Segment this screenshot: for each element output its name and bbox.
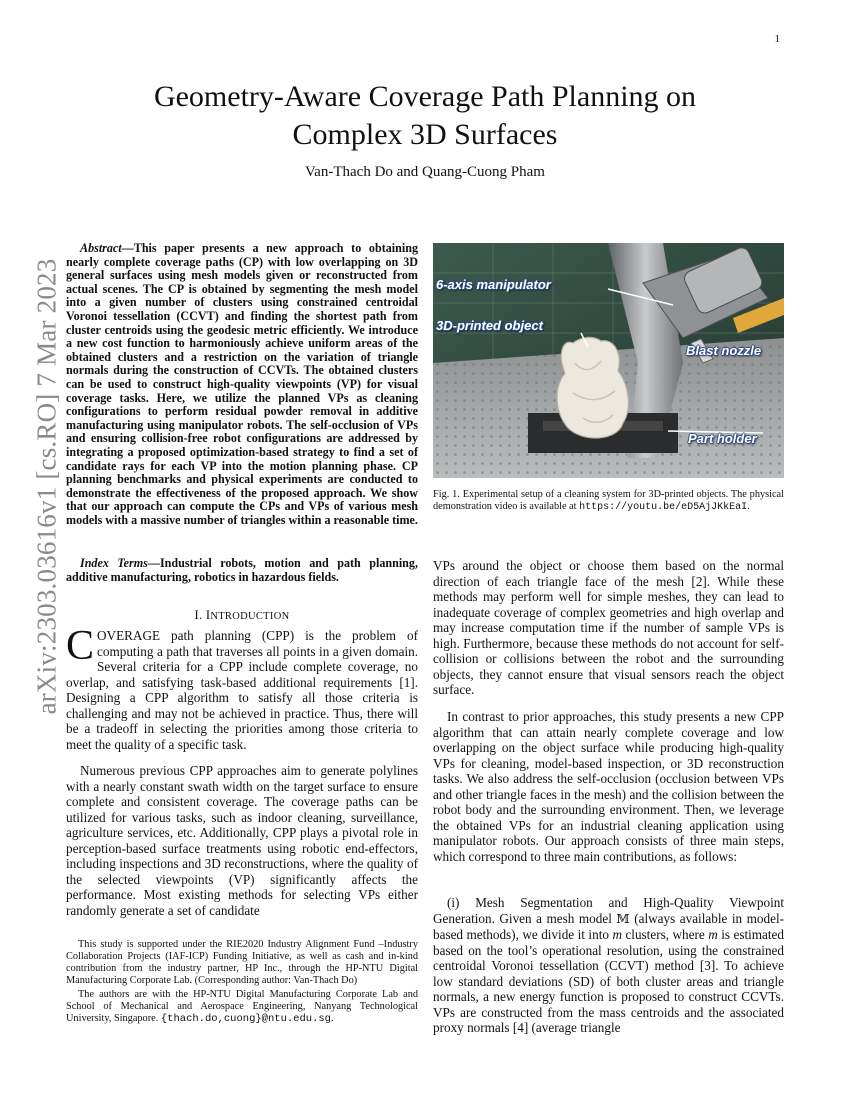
paper-title xyxy=(60,78,790,154)
abstract-text: —This paper presents a new approach to obtaining nearly complete coverage paths (CP) with low overlapping on 3D general surfaces using mesh models given or reconstructed from actual scenes. The CP is obtained by segmenting the mesh model into a given number of clusters using constrained centroidal Voronoi tessellation (CCVT) and finding the shortest path from cluster centroids using the geodesic metric efficiently. We introduce a new cost function to harmoniously achieve uniform areas of the obtained clusters and a restriction on the variation of triangle normals during the construction of CCVTs. The obtained clusters can be used to construct high-quality viewpoints (VP) for visual coverage tasks. Here, we utilize the planned VPs as cleaning configurations to perform residual powder removal in additive manufacturing using manipulator robots. The self-occlusion of VPs and ensuring collision-free robot configurations are addressed by integrating a proposed optimization-based strategy to find a set of candidate rays for each VP into the motion planning phase. CP planning benchmarks and physical experiments are conducted to demonstrate the effectiveness of the proposed approach. We show that our approach can compute the CPs and VPs of various mesh models with a massive number of triangles within a reasonable time. xyxy=(66,241,418,527)
index-terms xyxy=(66,557,418,584)
index-terms-text: —Industrial robots, motion and path planning, additive manufacturing, robotics in hazardous fields. xyxy=(66,556,418,584)
right-paragraph-2: In contrast to prior approaches, this study presents a new CPP algorithm that can attain nearly complete coverage and low overlapping on the object surface while producing high-quality VPs for cleaning, model-based inspection, or 3D reconstruction tasks. We also address the self-occlusion (occlusion between VPs and other triangle faces in the mesh) and the collision between the robot body and the surrounding environment. Then, we leverage the obtained VPs for an industrial cleaning application using manipulator robots. Our approach consists of three main steps, which correspond to three main contributions, as follows: xyxy=(433,709,784,864)
label-3d-printed-object: 3D-printed object xyxy=(436,318,543,333)
label-blast-nozzle: Blast nozzle xyxy=(686,343,762,358)
page-number: 1 xyxy=(774,33,780,45)
footnote-affiliation-end: . xyxy=(331,1013,334,1024)
author-email: {thach.do,cuong}@ntu.edu.sg xyxy=(160,1013,331,1025)
caption-prefix: Fig. 1. xyxy=(433,489,460,500)
video-url[interactable]: https://youtu.be/eD5AjJKkEaI xyxy=(579,502,748,514)
footnotes xyxy=(66,939,418,1025)
arxiv-stamp xyxy=(22,258,72,714)
abstract xyxy=(66,242,418,527)
mesh-symbol: 𝕄 xyxy=(616,911,630,926)
section-numeral: I. xyxy=(194,608,206,622)
index-terms-label: Index Terms xyxy=(80,556,148,570)
contribution-1-text-c: clusters, where xyxy=(621,927,709,942)
figure-1-caption xyxy=(433,489,784,514)
right-paragraph-1: VPs around the object or choose them based on the normal direction of each triangle face of the mesh [2]. While these methods may perform well for simple meshes, they can lead to inadequate coverage of complex geometries and high overlap and may increase computation time if the number of sample VPs is high. Furthermore, because these methods do not account for self-collision or collisions between the robot and the surrounding objects, they cannot ensure that visual sensors reach the object surface. xyxy=(433,558,784,697)
footnote-funding: This study is supported under the RIE2020 Industry Alignment Fund –Industry Collaboration Projects (IAF-ICP) Funding Initiative, as well as cash and in-kind contribution from the industry partner, HP Inc., through the HP-NTU Digital Manufacturing Corporate Lab. (Corresponding author: Van-Thach Do) xyxy=(66,939,418,986)
arxiv-identifier: arXiv:2303.03616v1 [cs.RO] 7 Mar 2023 xyxy=(31,258,62,714)
contribution-1-text-d: is estimated based on the tool’s operational resolution, using the constrained centroidal Voronoi tessellation (CCVT) method [3]. To achieve low standard deviations (SD) of both cluster areas and triangle normals, a new energy function is proposed to construct CCVTs. VPs are constructed from the mass centroids and the associated proxy normals [4] (average triangle xyxy=(433,927,784,1035)
section-title-rest: NTRODUCTION xyxy=(210,611,290,622)
printed-object xyxy=(557,337,628,438)
intro-paragraph-1-text: path planning (CPP) is the problem of computing a path that traverses all points in a given domain. Several criteria for a CPP include complete coverage, no overlap, and satisfying task-based additional requirements [1]. Designing a CPP algorithm to satisfy all those criteria is challenging and may not be achieved in practice. Thus, there will be a tradeoff in selecting the priorities among those criteria to meet the quality of a specific task. xyxy=(66,628,418,752)
contribution-1-text-a: (i) Mesh Segmentation and High-Quality Viewpoint Generation. Given a mesh model xyxy=(433,895,784,926)
footnote-affiliation-text: The authors are with the HP-NTU Digital Manufacturing Corporate Lab and School of Mechanical and Aerospace Engineering, Nanyang Technological University, Singapore. xyxy=(66,989,418,1024)
first-word: OVERAGE xyxy=(97,628,161,643)
contribution-1-text-b: (always available in model-based methods), we divide it into xyxy=(433,910,784,942)
abstract-label: Abstract xyxy=(80,241,122,255)
figure-1-photo xyxy=(433,243,784,478)
footnote-affiliation xyxy=(66,989,418,1025)
caption-text: Experimental setup of a cleaning system for 3D-printed objects. The physical demonstration video is available at xyxy=(433,489,784,513)
authors: Van-Thach Do and Quang-Cuong Pham xyxy=(305,164,545,180)
intro-paragraph-2: Numerous previous CPP approaches aim to generate polylines with a nearly constant swath width on the target surface to ensure complete and consistent coverage. The coverage paths can be utilized for various tasks, such as indoor cleaning, surveillance, agriculture services, etc. Additionally, CPP plays a pivotal role in perception-based surface treatments using robotic end-effectors, including inspections and 3D reconstructions, where the quality of the selected viewpoints (VP) significantly affects the performance. Most existing methods for selecting VPs either randomly generate a set of candidate xyxy=(66,763,418,918)
variable-m: m xyxy=(612,927,622,942)
right-paragraph-3 xyxy=(433,895,784,1036)
title-line-1: Geometry-Aware Coverage Path Planning on xyxy=(153,80,697,113)
intro-paragraph-1 xyxy=(66,623,418,752)
caption-end: . xyxy=(747,501,750,513)
label-6-axis-manipulator: 6-axis manipulator xyxy=(436,277,551,292)
label-part-holder: Part holder xyxy=(688,431,757,446)
title-line-2: Complex 3D Surfaces xyxy=(292,118,558,151)
section-initial: I xyxy=(205,608,211,622)
drop-cap: C xyxy=(66,623,95,669)
variable-m-2: m xyxy=(708,927,718,942)
section-heading-introduction xyxy=(66,608,418,623)
